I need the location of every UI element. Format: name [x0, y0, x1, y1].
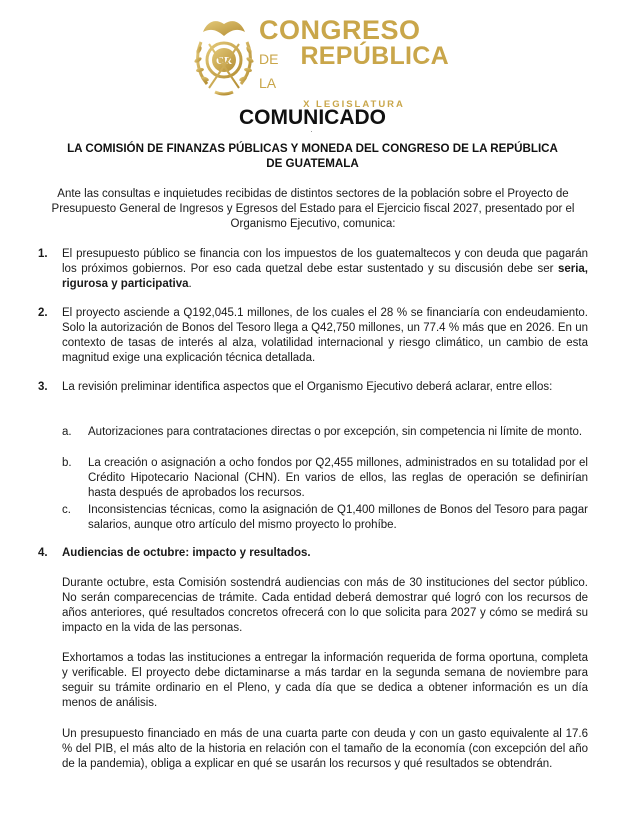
logo-line-republica: [259, 44, 449, 95]
sub-item-c: [62, 503, 588, 533]
item-heading: Audiencias de octubre: impacto y resultados.: [62, 547, 311, 559]
list-item-4: [38, 546, 588, 561]
body-paragraph-3: Un presupuesto financiado en más de una cuarta parte con deuda y con un gasto equivalente al 17.6 % del PIB, el más alto de la historia en relación con el tamaño de la economía (con excepción del año de la pandemia), obliga a explicar en qué se usarán los recursos y qué resultados se obtendrán.: [62, 728, 588, 771]
divider-dot: [311, 131, 312, 132]
item-text: El presupuesto público se financia con los impuestos de los guatemaltecos y con deuda que pagarán los próximos gobiernos. Por eso cada quetzal debe estar sustentado y su discusión debe ser seria, rigurosa y participativa.: [62, 248, 588, 291]
body-paragraph-2: Exhortamos a todas las instituciones a entregar la información requerida de forma oportuna, completa y verificable. El proyecto debe dictaminarse a más tardar en la segunda semana de noviembre para seguir su trámite ordinario en el Pleno, y cada día que se dedica a obtener información es un día menos de análisis.: [62, 652, 588, 710]
congress-seal-icon: [193, 14, 255, 98]
intro-paragraph: Ante las consultas e inquietudes recibidas de distintos sectores de la población sobre el Proyecto de Presupuesto General de Ingresos y Egresos del Estado para el Ejercicio fiscal 2027, presentado por el Organismo Ejecutivo, comunica:: [51, 188, 575, 230]
sub-letter: c.: [62, 504, 71, 516]
logo-de-la: DE LA: [259, 51, 279, 91]
page-subtitle: LA COMISIÓN DE FINANZAS PÚBLICAS Y MONEDA DEL CONGRESO DE LA REPÚBLICA DE GUATEMALA: [67, 142, 558, 170]
sub-letter: a.: [62, 426, 72, 438]
sub-text: La creación o asignación a ocho fondos por Q2,455 millones, administrados en su totalidad por el Crédito Hipotecario Nacional (CHN). En varios de ellos, las reglas de operación se definirían hasta después de aprobados los recursos.: [88, 457, 588, 500]
logo-republica: REPÚBLICA: [300, 42, 449, 70]
item-text: La revisión preliminar identifica aspectos que el Organismo Ejecutivo deberá aclarar, entre ellos:: [62, 381, 553, 393]
congress-logo: [193, 14, 449, 110]
sub-text: Inconsistencias técnicas, como la asignación de Q1,400 millones de Bonos del Tesoro para pagar salarios, aunque otro artículo del mismo proyecto lo prohíbe.: [88, 504, 588, 532]
sub-letter: b.: [62, 457, 72, 469]
page-title: COMUNICADO: [239, 106, 386, 129]
list-item-2: [38, 306, 588, 366]
logo-line-congreso: CONGRESO: [259, 15, 421, 45]
sub-text: Autorizaciones para contrataciones directas o por excepción, sin competencia ni límite de monto.: [88, 426, 583, 438]
list-item-3: [38, 380, 588, 395]
item-number: 4.: [38, 547, 48, 559]
item-number: 3.: [38, 381, 48, 393]
item-emphasis: seria, rigurosa y participativa: [62, 263, 588, 291]
item-text: El proyecto asciende a Q192,045.1 millones, de los cuales el 28 % se financiaría con endeudamiento. Solo la autorización de Bonos del Tesoro llega a Q42,750 millones, un 77.4 % más que en 2026. En un contexto de tasas de interés al alza, volatilidad internacional y riesgo climático, un cambio de esta magnitud exige una explicación técnica detallada.: [62, 307, 588, 365]
item-number: 1.: [38, 248, 48, 260]
seal-monogram: CR: [216, 55, 232, 67]
body-paragraph-1: Durante octubre, esta Comisión sostendrá audiencias con más de 30 instituciones del sector público. No serán comparecencias de trámite. Cada entidad deberá demostrar qué logró con los recursos de años anteriores, qué resultados concretos ofrecerá con lo que solicita para 2027 y cómo se medirá su impacto en la vida de las personas.: [62, 577, 588, 635]
item-number: 2.: [38, 307, 48, 319]
logo-wordmark: [259, 16, 449, 110]
list-item-1: [38, 247, 588, 292]
logo-legislatura: X LEGISLATURA: [303, 99, 405, 110]
sub-item-a: [62, 425, 588, 440]
sub-item-b: [62, 456, 588, 501]
